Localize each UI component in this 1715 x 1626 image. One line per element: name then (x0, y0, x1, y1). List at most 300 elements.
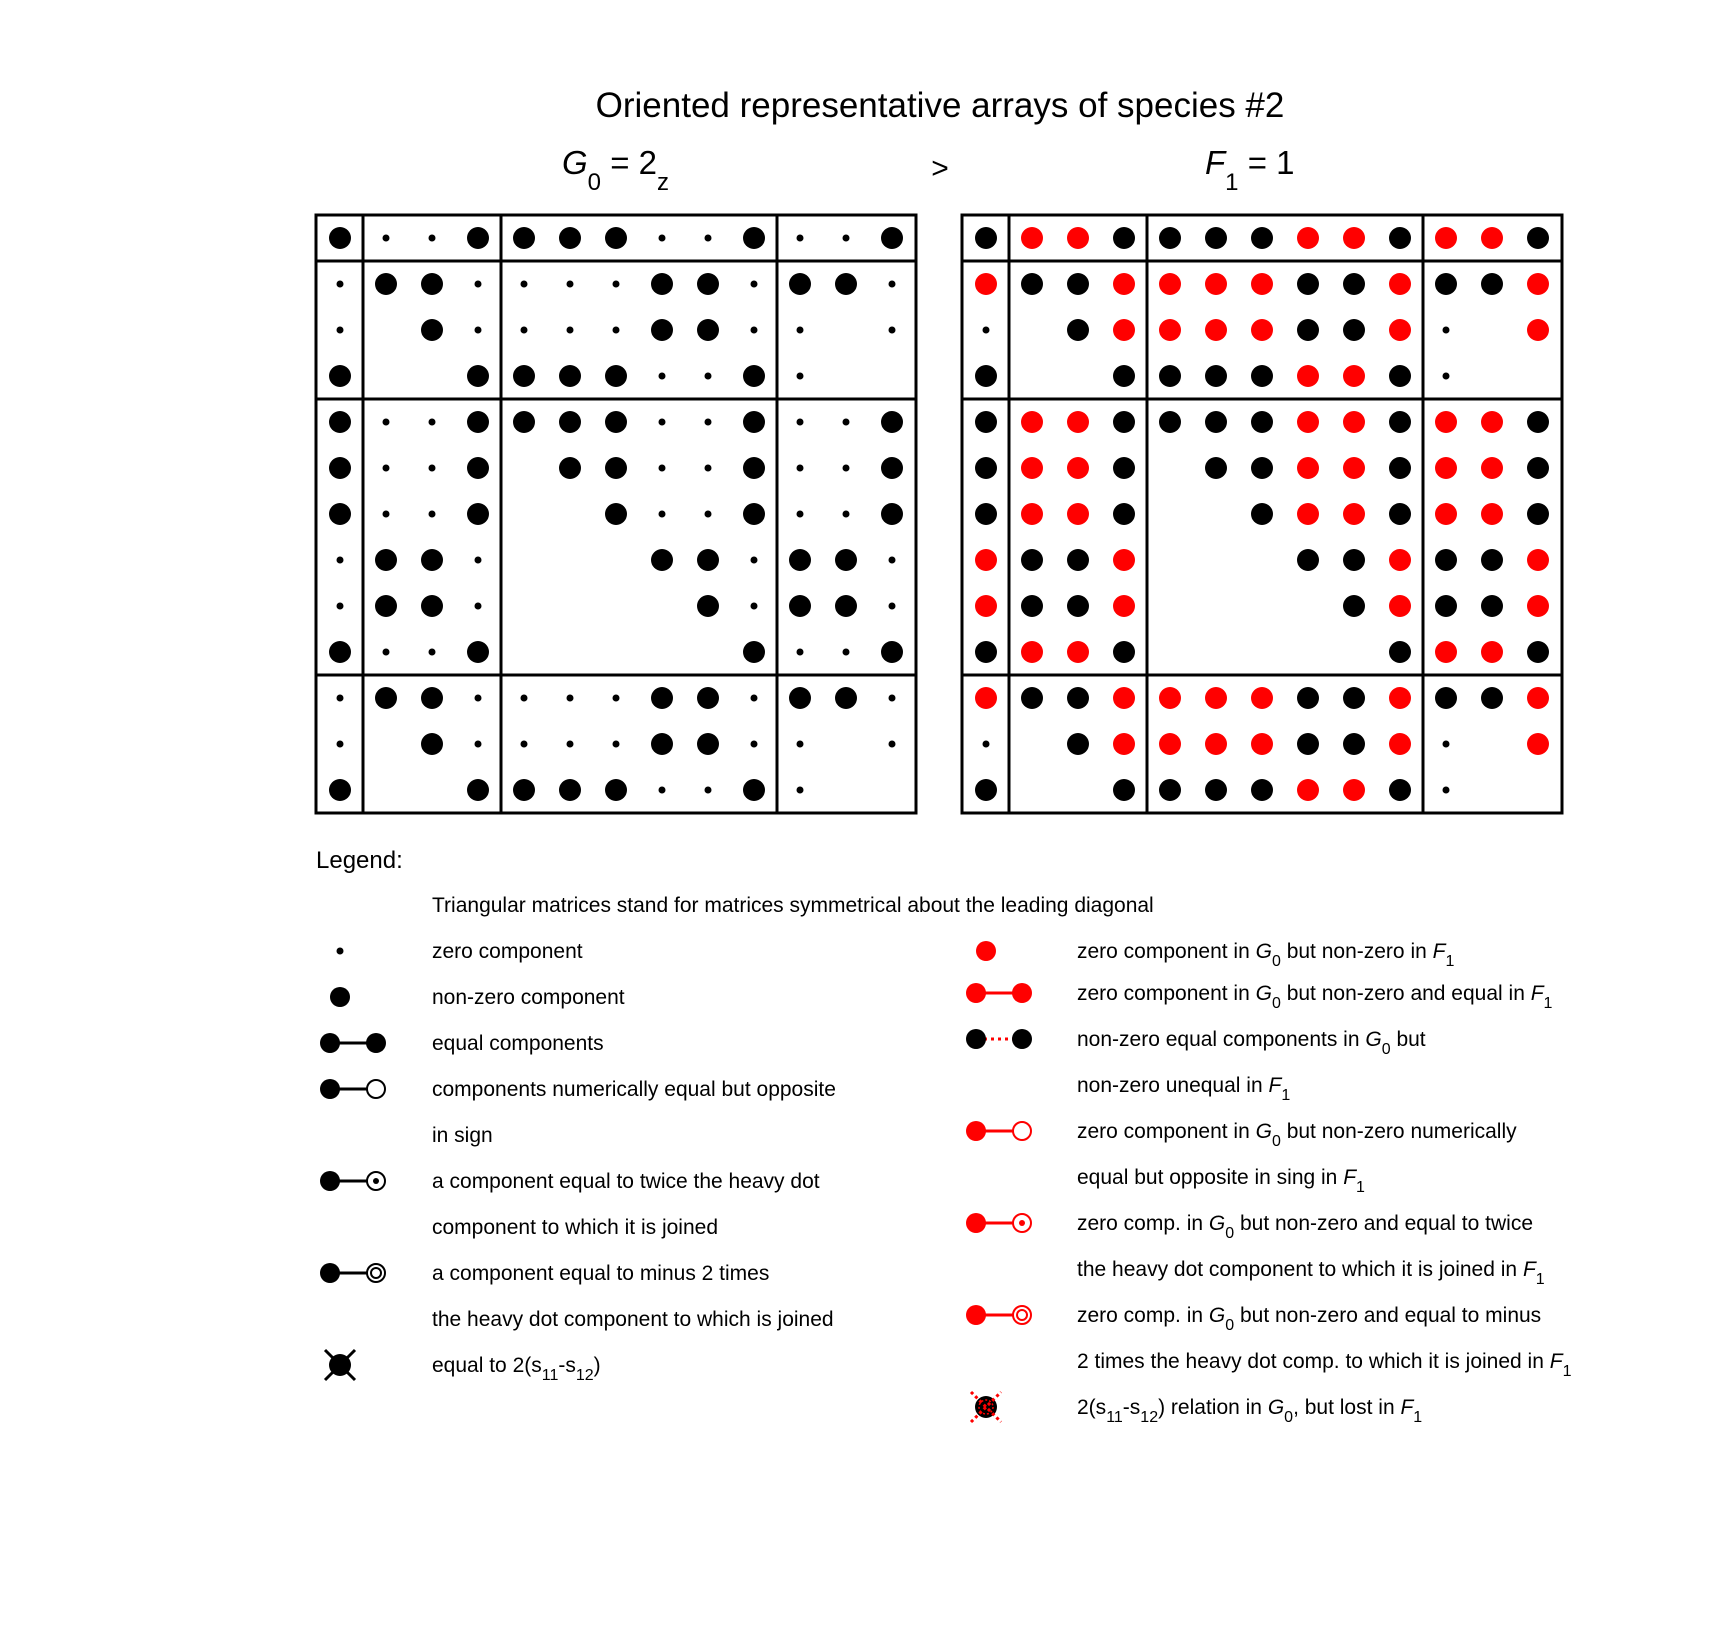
zero-component-dot (337, 741, 344, 748)
nonzero-component-dot (1389, 641, 1411, 663)
zero-component-dot (475, 327, 482, 334)
nonzero-component-dot (1389, 227, 1411, 249)
zero-component-dot (613, 695, 620, 702)
nonzero-component-dot (421, 319, 443, 341)
nonzero-component-dot (467, 227, 489, 249)
nonzero-component-dot (1159, 365, 1181, 387)
nonzero-component-dot (1297, 273, 1319, 295)
new-nonzero-component-dot (1343, 779, 1365, 801)
nonzero-component-dot (881, 503, 903, 525)
zero-component-dot (751, 741, 758, 748)
nonzero-component-dot (559, 365, 581, 387)
nonzero-component-dot (697, 273, 719, 295)
new-nonzero-component-dot (1343, 365, 1365, 387)
left-header-equation: = 2 (601, 144, 657, 181)
zero-component-dot (521, 327, 528, 334)
new-nonzero-component-dot (1251, 733, 1273, 755)
legend-right-label: zero component in $G_0$ but non-zero and equal in $F_1$ (1077, 982, 1553, 1012)
legend-left-label: a component equal to minus 2 times (432, 1262, 770, 1285)
nonzero-component-dot (743, 457, 765, 479)
nonzero-component-dot (1113, 779, 1135, 801)
legend-left-label: component to which it is joined (432, 1216, 718, 1239)
zero-component-dot (475, 557, 482, 564)
zero-component-dot (843, 649, 850, 656)
nonzero-component-dot (651, 273, 673, 295)
nonzero-component-dot (1113, 641, 1135, 663)
zero-component-dot (337, 695, 344, 702)
nonzero-component-dot (329, 503, 351, 525)
right-header-symbol: F (1205, 144, 1226, 181)
nonzero-component-dot (1481, 273, 1503, 295)
nonzero-component-dot (743, 503, 765, 525)
nonzero-component-dot (1527, 641, 1549, 663)
nonzero-component-dot (1481, 687, 1503, 709)
zero-component-dot (889, 695, 896, 702)
new-nonzero-component-dot (1297, 411, 1319, 433)
zero-component-dot (429, 419, 436, 426)
nonzero-component-dot (467, 411, 489, 433)
nonzero-component-dot (697, 549, 719, 571)
left-array-header (562, 144, 669, 196)
nonzero-component-dot (1343, 319, 1365, 341)
new-nonzero-component-dot (1113, 549, 1135, 571)
zero-component-dot (521, 281, 528, 288)
new-nonzero-component-dot (1527, 595, 1549, 617)
zero-component-dot (843, 465, 850, 472)
new-nonzero-component-dot (1067, 503, 1089, 525)
new-nonzero-component-dot (1159, 733, 1181, 755)
nonzero-component-dot (1251, 779, 1273, 801)
nonzero-component-dot (881, 227, 903, 249)
nonzero-component-dot (1297, 549, 1319, 571)
nonzero-component-dot (421, 595, 443, 617)
nonzero-component-dot (329, 641, 351, 663)
new-nonzero-component-dot (975, 273, 997, 295)
legend-left-label: components numerically equal but opposite (432, 1078, 836, 1101)
nonzero-component-dot (605, 779, 627, 801)
new-nonzero-component-dot (1113, 733, 1135, 755)
zero-component-dot (751, 557, 758, 564)
nonzero-component-dot (1021, 595, 1043, 617)
zero-component-dot (797, 649, 804, 656)
red-dot-icon (976, 941, 996, 961)
nonzero-component-dot (329, 365, 351, 387)
nonzero-component-dot (467, 365, 489, 387)
new-nonzero-component-dot (1389, 549, 1411, 571)
nonzero-component-dot (1251, 227, 1273, 249)
new-nonzero-component-dot (1389, 687, 1411, 709)
new-nonzero-component-dot (1435, 503, 1457, 525)
zero-component-dot (797, 327, 804, 334)
zero-component-dot (429, 511, 436, 518)
zero-component-dot (337, 327, 344, 334)
nonzero-component-dot (651, 687, 673, 709)
nonzero-component-dot (329, 779, 351, 801)
nonzero-component-dot (697, 595, 719, 617)
legend-left-label: equal to $2(s_{11}-s_{12})$ (432, 1354, 601, 1384)
nonzero-component-dot (375, 687, 397, 709)
new-nonzero-component-dot (1067, 227, 1089, 249)
nonzero-component-dot (329, 227, 351, 249)
new-nonzero-component-dot (1389, 733, 1411, 755)
nonzero-component-dot (881, 641, 903, 663)
nonzero-component-dot (1435, 273, 1457, 295)
nonzero-component-dot (835, 273, 857, 295)
nonzero-component-dot (975, 365, 997, 387)
nonzero-component-dot (559, 457, 581, 479)
nonzero-component-dot (1343, 595, 1365, 617)
zero-component-dot (1443, 787, 1450, 794)
nonzero-component-dot (421, 549, 443, 571)
nonzero-component-dot (375, 595, 397, 617)
new-nonzero-component-dot (1343, 503, 1365, 525)
nonzero-component-dot (1343, 687, 1365, 709)
opposite-sign-pair-icon (320, 1079, 385, 1099)
left-header-subscript: 0 (587, 169, 602, 196)
zero-component-dot (337, 557, 344, 564)
legend-right-label: non-zero equal components in $G_0$ but (1077, 1028, 1426, 1058)
red-opposite-pair-icon (966, 1121, 1031, 1141)
new-nonzero-component-dot (1113, 687, 1135, 709)
right-array-header (1205, 144, 1295, 196)
zero-component-dot (705, 465, 712, 472)
legend-note: Triangular matrices stand for matrices symmetrical about the leading diagonal (432, 894, 1154, 917)
new-nonzero-component-dot (1297, 365, 1319, 387)
equal-pair-icon (320, 1033, 386, 1053)
new-nonzero-component-dot (1481, 503, 1503, 525)
zero-component-dot (889, 557, 896, 564)
nonzero-component-dot (697, 733, 719, 755)
nonzero-component-dot (835, 595, 857, 617)
nonzero-component-dot (1205, 457, 1227, 479)
new-nonzero-component-dot (1159, 687, 1181, 709)
zero-component-dot (797, 787, 804, 794)
nonzero-component-dot (1481, 595, 1503, 617)
new-nonzero-component-dot (1297, 457, 1319, 479)
nonzero-component-dot (467, 457, 489, 479)
nonzero-component-dot (1343, 549, 1365, 571)
zero-component-dot (983, 327, 990, 334)
nonzero-component-dot (605, 365, 627, 387)
legend-right-column (966, 940, 1572, 1426)
nonzero-component-dot (375, 549, 397, 571)
zero-component-dot (751, 327, 758, 334)
nonzero-component-dot (1113, 227, 1135, 249)
nonzero-component-dot (743, 641, 765, 663)
new-nonzero-component-dot (1251, 319, 1273, 341)
new-nonzero-component-dot (1113, 273, 1135, 295)
nonzero-component-dot (1527, 227, 1549, 249)
new-nonzero-component-dot (1527, 273, 1549, 295)
minus-two-pair-icon (320, 1263, 385, 1283)
new-nonzero-component-dot (1481, 457, 1503, 479)
left-header-subscript-z: z (657, 169, 669, 196)
zero-component-dot (659, 787, 666, 794)
nonzero-component-dot (1205, 411, 1227, 433)
array-g0 (316, 215, 916, 813)
zero-component-dot (705, 373, 712, 380)
zero-component-dot (659, 235, 666, 242)
nonzero-component-dot (835, 549, 857, 571)
new-nonzero-component-dot (1205, 319, 1227, 341)
nonzero-component-dot (559, 411, 581, 433)
nonzero-component-dot (743, 365, 765, 387)
zero-component-dot (1443, 741, 1450, 748)
new-nonzero-component-dot (1389, 273, 1411, 295)
zero-component-dot (705, 419, 712, 426)
nonzero-component-dot (559, 227, 581, 249)
nonzero-component-dot (1251, 503, 1273, 525)
nonzero-component-dot (1527, 457, 1549, 479)
nonzero-component-dot (513, 779, 535, 801)
nonzero-component-dot (651, 733, 673, 755)
right-header-equation: = 1 (1238, 144, 1295, 181)
new-nonzero-component-dot (975, 687, 997, 709)
nonzero-component-dot (1389, 779, 1411, 801)
nonzero-component-dot (697, 319, 719, 341)
new-nonzero-component-dot (1251, 273, 1273, 295)
legend-left-label: non-zero component (432, 986, 625, 1009)
nonzero-component-dot (329, 411, 351, 433)
new-nonzero-component-dot (1021, 411, 1043, 433)
left-header-symbol: G (562, 144, 588, 181)
zero-component-dot (843, 419, 850, 426)
new-nonzero-component-dot (1205, 687, 1227, 709)
nonzero-component-dot (789, 273, 811, 295)
nonzero-component-dot (1435, 687, 1457, 709)
nonzero-component-dot (1389, 457, 1411, 479)
zero-component-dot (475, 741, 482, 748)
comparator-symbol: > (931, 152, 949, 185)
new-nonzero-component-dot (1527, 733, 1549, 755)
new-nonzero-component-dot (975, 549, 997, 571)
nonzero-component-dot (743, 227, 765, 249)
new-nonzero-component-dot (1481, 227, 1503, 249)
new-nonzero-component-dot (1021, 227, 1043, 249)
zero-component-dot (751, 281, 758, 288)
nonzero-component-dot (1527, 503, 1549, 525)
new-nonzero-component-dot (1481, 641, 1503, 663)
svg-text:G0 = 2z (562, 144, 669, 196)
zero-component-dot (797, 419, 804, 426)
zero-component-dot (567, 741, 574, 748)
nonzero-dot-icon (330, 987, 350, 1007)
nonzero-component-dot (975, 503, 997, 525)
red-crossed-dot-icon (971, 1392, 1001, 1422)
nonzero-component-dot (975, 641, 997, 663)
nonzero-component-dot (1435, 549, 1457, 571)
zero-component-dot (429, 235, 436, 242)
nonzero-component-dot (1021, 273, 1043, 295)
zero-component-dot (659, 511, 666, 518)
legend-left-label: the heavy dot component to which is joined (432, 1308, 834, 1331)
nonzero-component-dot (651, 319, 673, 341)
zero-component-dot (613, 281, 620, 288)
new-nonzero-component-dot (1159, 319, 1181, 341)
nonzero-component-dot (329, 457, 351, 479)
nonzero-component-dot (1113, 503, 1135, 525)
nonzero-component-dot (1527, 411, 1549, 433)
crossed-dot-icon (325, 1350, 355, 1380)
new-nonzero-component-dot (1251, 687, 1273, 709)
nonzero-component-dot (605, 457, 627, 479)
zero-component-dot (889, 327, 896, 334)
nonzero-component-dot (375, 273, 397, 295)
zero-component-dot (659, 465, 666, 472)
nonzero-component-dot (1205, 779, 1227, 801)
new-nonzero-component-dot (1435, 411, 1457, 433)
nonzero-component-dot (1159, 779, 1181, 801)
nonzero-component-dot (1067, 595, 1089, 617)
zero-component-dot (705, 787, 712, 794)
nonzero-component-dot (881, 411, 903, 433)
zero-component-dot (797, 373, 804, 380)
nonzero-component-dot (1297, 319, 1319, 341)
red-minus-two-pair-icon (966, 1305, 1031, 1325)
new-nonzero-component-dot (1297, 779, 1319, 801)
nonzero-component-dot (1297, 687, 1319, 709)
nonzero-component-dot (1297, 733, 1319, 755)
nonzero-component-dot (1159, 411, 1181, 433)
new-nonzero-component-dot (1205, 273, 1227, 295)
nonzero-component-dot (1067, 733, 1089, 755)
nonzero-component-dot (697, 687, 719, 709)
nonzero-component-dot (789, 549, 811, 571)
array-f1 (962, 215, 1562, 813)
nonzero-component-dot (1067, 319, 1089, 341)
new-nonzero-component-dot (1389, 319, 1411, 341)
new-nonzero-component-dot (1343, 457, 1365, 479)
nonzero-component-dot (1205, 365, 1227, 387)
zero-component-dot (337, 603, 344, 610)
nonzero-component-dot (1251, 457, 1273, 479)
zero-component-dot (705, 235, 712, 242)
legend-left-label: a component equal to twice the heavy dot (432, 1170, 820, 1193)
nonzero-component-dot (975, 779, 997, 801)
zero-component-dot (613, 327, 620, 334)
new-nonzero-component-dot (1389, 595, 1411, 617)
legend-heading: Legend: (316, 847, 403, 874)
zero-component-dot (383, 419, 390, 426)
zero-component-dot (1443, 327, 1450, 334)
nonzero-component-dot (513, 411, 535, 433)
nonzero-component-dot (1389, 411, 1411, 433)
new-nonzero-component-dot (1297, 503, 1319, 525)
new-nonzero-component-dot (1435, 457, 1457, 479)
nonzero-component-dot (1021, 549, 1043, 571)
zero-component-dot (983, 741, 990, 748)
new-nonzero-component-dot (1113, 319, 1135, 341)
nonzero-component-dot (1021, 687, 1043, 709)
nonzero-component-dot (1113, 411, 1135, 433)
red-equal-pair-icon (966, 983, 1032, 1003)
new-nonzero-component-dot (1297, 227, 1319, 249)
zero-component-dot (429, 649, 436, 656)
new-nonzero-component-dot (1021, 503, 1043, 525)
nonzero-component-dot (421, 273, 443, 295)
zero-component-dot (567, 327, 574, 334)
nonzero-component-dot (743, 411, 765, 433)
legend-right-label: zero comp. in $G_0$ but non-zero and equal to minus (1077, 1304, 1542, 1334)
nonzero-component-dot (835, 687, 857, 709)
nonzero-component-dot (467, 779, 489, 801)
zero-component-dot (797, 235, 804, 242)
zero-component-dot (797, 465, 804, 472)
twice-pair-icon (320, 1171, 385, 1191)
nonzero-component-dot (881, 457, 903, 479)
zero-component-dot (1443, 373, 1450, 380)
new-nonzero-component-dot (1343, 411, 1365, 433)
zero-component-dot (613, 741, 620, 748)
new-nonzero-component-dot (975, 595, 997, 617)
zero-component-dot (889, 281, 896, 288)
new-nonzero-component-dot (1067, 411, 1089, 433)
zero-component-dot (889, 603, 896, 610)
zero-component-dot (383, 465, 390, 472)
zero-component-dot (567, 281, 574, 288)
legend-right-label: zero component in $G_0$ but non-zero numerically (1077, 1120, 1517, 1150)
zero-component-dot (567, 695, 574, 702)
nonzero-component-dot (1389, 365, 1411, 387)
nonzero-component-dot (1481, 549, 1503, 571)
nonzero-component-dot (975, 457, 997, 479)
zero-component-dot (751, 695, 758, 702)
nonzero-component-dot (421, 687, 443, 709)
zero-component-dot (843, 511, 850, 518)
dotted-red-pair-icon (966, 1029, 1032, 1049)
nonzero-component-dot (1343, 733, 1365, 755)
nonzero-component-dot (467, 641, 489, 663)
nonzero-component-dot (743, 779, 765, 801)
zero-component-dot (751, 603, 758, 610)
nonzero-component-dot (421, 733, 443, 755)
nonzero-component-dot (1067, 687, 1089, 709)
zero-component-dot (659, 373, 666, 380)
nonzero-component-dot (1159, 227, 1181, 249)
zero-component-dot (705, 511, 712, 518)
new-nonzero-component-dot (1021, 641, 1043, 663)
nonzero-component-dot (1251, 411, 1273, 433)
zero-component-dot (475, 603, 482, 610)
legend-right-label: non-zero unequal in $F_1$ (1077, 1074, 1291, 1104)
zero-component-dot (843, 235, 850, 242)
nonzero-component-dot (975, 227, 997, 249)
new-nonzero-component-dot (1021, 457, 1043, 479)
new-nonzero-component-dot (1481, 411, 1503, 433)
nonzero-component-dot (1343, 273, 1365, 295)
zero-component-dot (521, 741, 528, 748)
new-nonzero-component-dot (1205, 733, 1227, 755)
nonzero-component-dot (605, 503, 627, 525)
new-nonzero-component-dot (1527, 549, 1549, 571)
zero-component-dot (797, 741, 804, 748)
nonzero-component-dot (1113, 365, 1135, 387)
nonzero-component-dot (1251, 365, 1273, 387)
nonzero-component-dot (789, 687, 811, 709)
nonzero-component-dot (559, 779, 581, 801)
legend-left-label: in sign (432, 1124, 493, 1147)
legend-left-column (320, 940, 836, 1384)
legend-right-label: equal but opposite in sing in $F_1$ (1077, 1166, 1365, 1196)
legend-left-label: equal components (432, 1032, 604, 1055)
red-twice-pair-icon (966, 1213, 1031, 1233)
nonzero-component-dot (1067, 549, 1089, 571)
zero-component-dot (429, 465, 436, 472)
new-nonzero-component-dot (1343, 227, 1365, 249)
legend-right-label: 2 times the heavy dot comp. to which it is joined in $F_1$ (1077, 1350, 1572, 1380)
nonzero-component-dot (1205, 227, 1227, 249)
zero-component-dot (337, 281, 344, 288)
